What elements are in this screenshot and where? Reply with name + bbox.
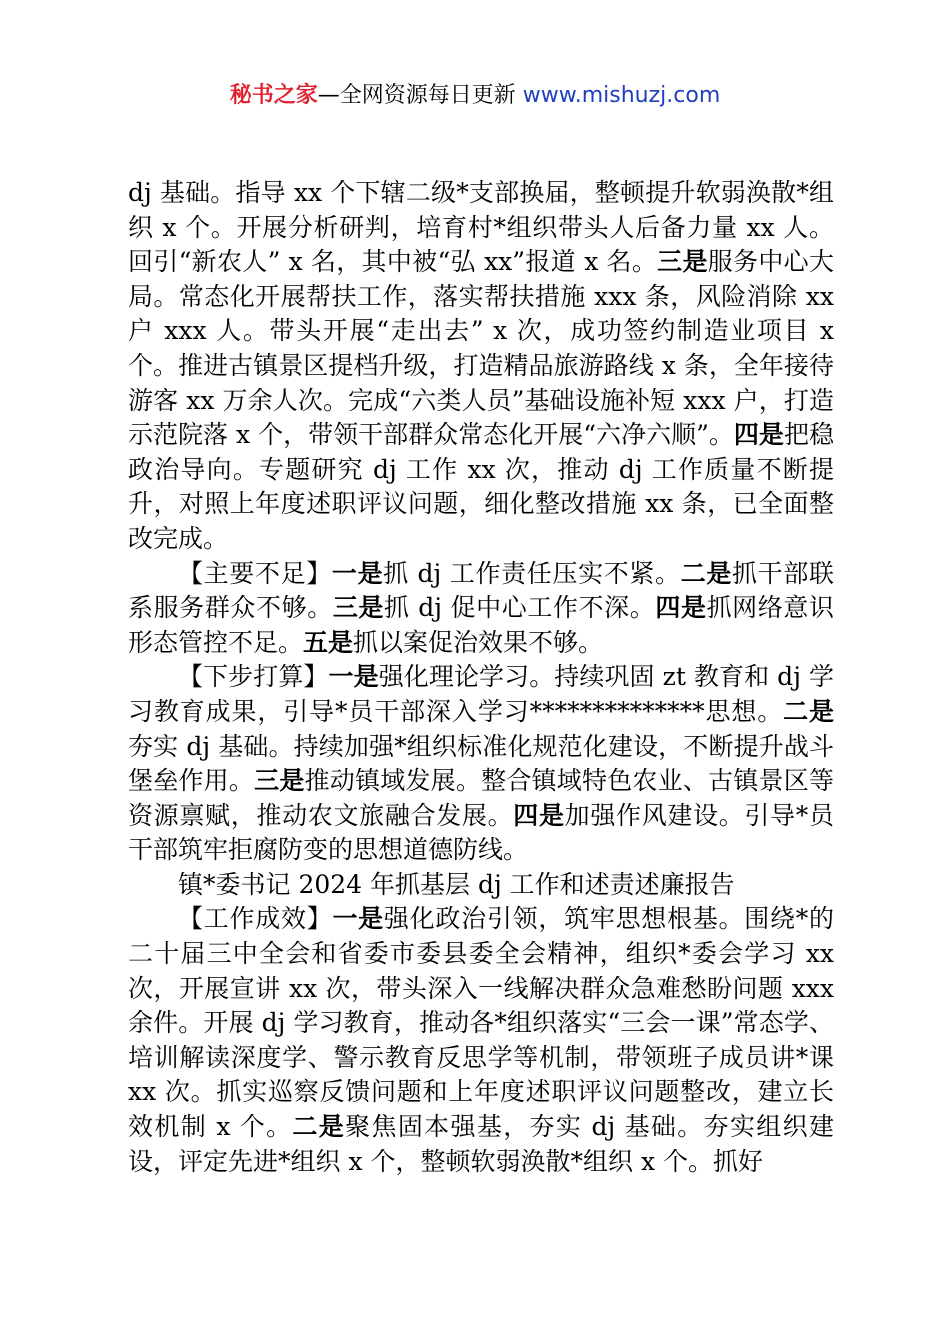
bold-marker: 四是 (513, 800, 565, 830)
bold-marker: 三是 (657, 247, 708, 277)
paragraph-continued-work (128, 176, 834, 557)
site-url-link[interactable]: www.mishuzj.com (522, 83, 721, 108)
section-label: 【工作成效】 (178, 904, 333, 934)
paragraph-text: 抓网络意识形态管控不足。 (128, 593, 834, 657)
bold-marker: 三是 (332, 593, 385, 623)
document-body (128, 176, 834, 1179)
bold-marker: 三是 (254, 766, 305, 796)
bold-marker: 四是 (733, 420, 784, 450)
paragraph-text: 把稳政治导向。专题研究 dj 工作 xx 次，推动 dj 工作质量不断提升，对照上年度述职评议问题，细化整改措施 xx 条，已全面整改完成。 (128, 420, 834, 553)
site-header (0, 80, 950, 112)
bold-marker: 一是 (328, 662, 379, 692)
bold-marker: 二是 (783, 696, 834, 726)
paragraph-shortcomings (128, 557, 834, 661)
paragraph-text: 推动镇域发展。整合镇域特色农业、古镇景区等资源禀赋，推动农文旅融合发展。 (128, 766, 834, 830)
paragraph-text: 聚焦固本强基，夯实 dj 基础。夯实组织建设，评定先进*组织 x 个，整顿软弱涣散*组织 x 个。抓好 (128, 1112, 834, 1176)
paragraph-text: 服务中心大局。常态化开展帮扶工作，落实帮扶措施 xxx 条，风险消除 xx 户 xxx 人。带头开展“走出去” x 次，成功签约制造业项目 x 个。推进古镇景区提档升级，打造精品旅游路线 x 条，全年接待游客 xx 万余人次。完成“六类人员”基础设施补短 xxx 户，打造示范院落 x 个，带领干部群众常态化开展“六净六顺”。 (128, 247, 834, 450)
bold-marker: 二是 (292, 1112, 346, 1142)
paragraph-text: 抓以案促治效果不够。 (353, 627, 604, 657)
bold-marker: 一是 (331, 558, 384, 588)
paragraph-achievements (128, 902, 834, 1179)
report-title: 镇*委书记 2024 年抓基层 dj 工作和述责述廉报告 (178, 869, 735, 899)
bold-marker: 一是 (332, 904, 384, 934)
paragraph-text: 抓 dj 促中心工作不深。 (384, 593, 656, 623)
bold-marker: 五是 (303, 627, 354, 657)
bold-marker: 二是 (680, 558, 733, 588)
bold-marker: 四是 (655, 593, 707, 623)
paragraph-next-plans (128, 660, 834, 868)
paragraph-text: 抓 dj 工作责任压实不紧。 (383, 558, 681, 588)
paragraph-text: dj 基础。指导 xx 个下辖二级*支部换届，整顿提升软弱涣散*组织 x 个。开展分析研判，培育村*组织带头人后备力量 xx 人。回引“新农人” x 名，其中被“弘 xx”报道 x 名。 (128, 178, 834, 277)
site-brand: 秘书之家 (229, 83, 318, 108)
paragraph-text: 抓干部联系服务群众不够。 (128, 558, 834, 623)
site-slogan: —全网资源每日更新 (317, 83, 523, 108)
paragraph-text: 夯实 dj 基础。持续加强*组织标准化规范化建设，不断提升战斗堡垒作用。 (128, 731, 834, 796)
paragraph-text: 加强作风建设。引导*员干部筑牢拒腐防变的思想道德防线。 (128, 800, 834, 865)
paragraph-text: 强化政治引领，筑牢思想根基。围绕*的二十届三中全会和省委市委县委全会精神，组织*委会学习 xx 次，开展宣讲 xx 次，带头深入一线解决群众急难愁盼问题 xxx 余件。开展 dj 学习教育，推动各*组织落实“三会一课”常态学、培训解读深度学、警示教育反思学等机制，带领班子成员讲*课 xx 次。抓实巡察反馈问题和上年度述职评议问题整改，建立长效机制 x 个。 (128, 904, 834, 1142)
section-label: 【主要不足】 (178, 558, 332, 588)
paragraph-text: 强化理论学习。持续巩固 zt 教育和 dj 学习教育成果，引导*员干部深入学习**************思想。 (128, 662, 834, 726)
section-label: 【下步打算】 (178, 662, 329, 692)
